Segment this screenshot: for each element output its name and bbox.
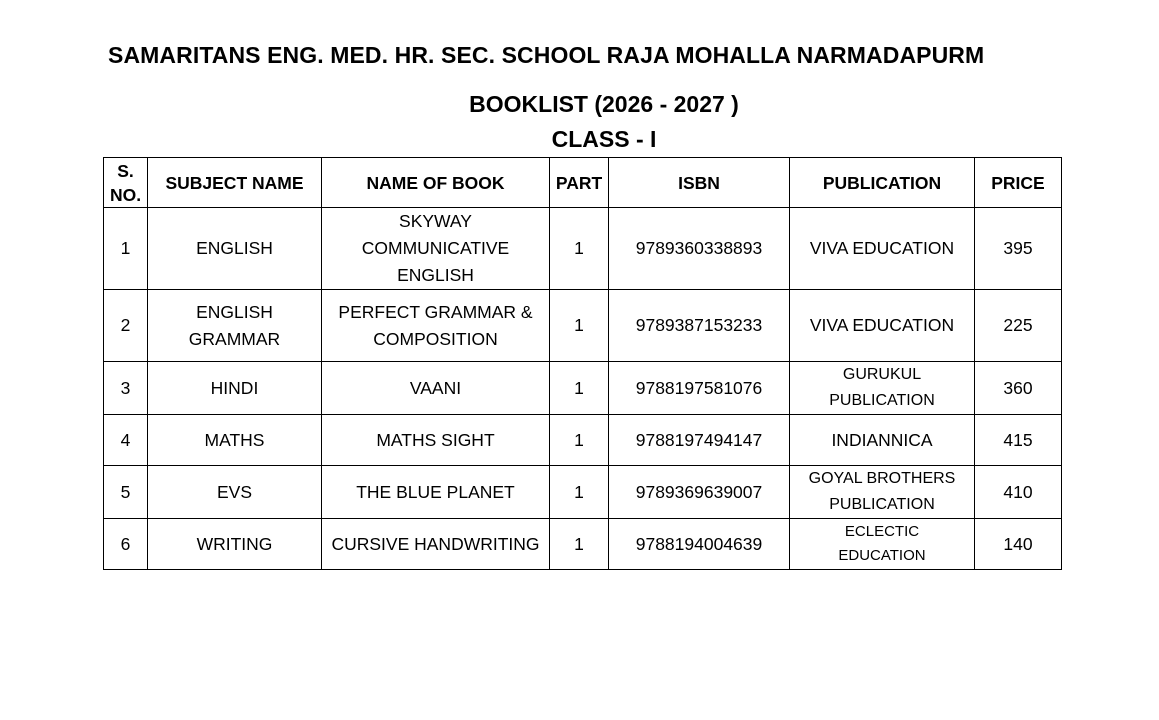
cell-publication <box>790 466 975 519</box>
cell-price: 395 <box>975 208 1062 290</box>
booklist-title: BOOKLIST (2026 - 2027 ) <box>469 91 739 117</box>
table-row <box>104 415 1062 466</box>
cell-line: EVS <box>216 481 253 502</box>
cell-publication <box>790 290 975 362</box>
cell-publication <box>790 519 975 570</box>
cell-subject <box>148 466 322 519</box>
cell-isbn: 9788194004639 <box>609 519 790 570</box>
column-header-part: PART <box>550 158 609 208</box>
cell-part: 1 <box>550 362 609 415</box>
cell-part: 1 <box>550 519 609 570</box>
cell-line: VAANI <box>409 377 462 398</box>
cell-part: 1 <box>550 466 609 519</box>
cell-sno: 4 <box>104 415 148 466</box>
cell-subject <box>148 519 322 570</box>
cell-subject <box>148 362 322 415</box>
cell-line: VIVA EDUCATION <box>809 315 955 335</box>
cell-line: MATHS <box>204 429 265 450</box>
cell-line: GOYAL BROTHERS <box>808 470 956 487</box>
cell-part: 1 <box>550 415 609 466</box>
cell-book <box>322 208 550 290</box>
cell-book <box>322 362 550 415</box>
table-row <box>104 519 1062 570</box>
column-header-sno <box>104 158 148 208</box>
column-header-isbn: ISBN <box>609 158 790 208</box>
cell-line: CURSIVE HANDWRITING <box>331 533 540 554</box>
cell-line: HINDI <box>210 377 259 398</box>
cell-publication <box>790 415 975 466</box>
cell-sno: 3 <box>104 362 148 415</box>
cell-book <box>322 519 550 570</box>
cell-sno: 2 <box>104 290 148 362</box>
cell-line: ENGLISH <box>196 238 273 258</box>
cell-line: INDIANNICA <box>831 429 933 450</box>
cell-line: COMMUNICATIVE <box>361 238 510 258</box>
cell-isbn: 9788197581076 <box>609 362 790 415</box>
cell-book <box>322 466 550 519</box>
cell-line: ECLECTIC <box>844 523 920 540</box>
cell-sno: 1 <box>104 208 148 290</box>
column-header-publication: PUBLICATION <box>790 158 975 208</box>
school-name: SAMARITANS ENG. MED. HR. SEC. SCHOOL RAJA MOHALLA NARMADAPURM <box>108 42 985 68</box>
column-header-price: PRICE <box>975 158 1062 208</box>
cell-price: 410 <box>975 466 1062 519</box>
table-row <box>104 208 1062 290</box>
booklist-table <box>103 157 1062 570</box>
cell-publication <box>790 208 975 290</box>
class-title: CLASS - I <box>551 126 657 152</box>
cell-line: MATHS SIGHT <box>376 429 495 450</box>
table-header-row <box>104 158 1062 208</box>
cell-isbn: 9789360338893 <box>609 208 790 290</box>
cell-subject <box>148 208 322 290</box>
table-row <box>104 362 1062 415</box>
cell-price: 225 <box>975 290 1062 362</box>
cell-book <box>322 290 550 362</box>
cell-line: ENGLISH <box>196 301 273 322</box>
cell-sno: 6 <box>104 519 148 570</box>
sno-header-line: NO. <box>109 184 142 205</box>
cell-part: 1 <box>550 208 609 290</box>
cell-line: PUBLICATION <box>829 496 935 513</box>
cell-line: PERFECT GRAMMAR & <box>338 301 533 322</box>
table-row <box>104 290 1062 362</box>
column-header-subject: SUBJECT NAME <box>148 158 322 208</box>
cell-price: 360 <box>975 362 1062 415</box>
cell-line: VIVA EDUCATION <box>809 238 955 258</box>
cell-isbn: 9789387153233 <box>609 290 790 362</box>
cell-line: EDUCATION <box>838 547 926 564</box>
cell-line: THE BLUE PLANET <box>356 481 515 502</box>
cell-price: 415 <box>975 415 1062 466</box>
cell-sno: 5 <box>104 466 148 519</box>
cell-line: GURUKUL <box>842 366 922 383</box>
cell-isbn: 9788197494147 <box>609 415 790 466</box>
cell-subject <box>148 290 322 362</box>
cell-book <box>322 415 550 466</box>
cell-line: COMPOSITION <box>373 328 498 349</box>
cell-subject <box>148 415 322 466</box>
cell-price: 140 <box>975 519 1062 570</box>
cell-line: GRAMMAR <box>188 328 281 349</box>
column-header-book: NAME OF BOOK <box>322 158 550 208</box>
cell-line: WRITING <box>196 533 273 554</box>
sno-header-line: S. <box>117 160 134 181</box>
cell-isbn: 9789369639007 <box>609 466 790 519</box>
cell-part: 1 <box>550 290 609 362</box>
cell-line: SKYWAY <box>399 211 472 231</box>
table-row <box>104 466 1062 519</box>
cell-publication <box>790 362 975 415</box>
cell-line: ENGLISH <box>397 265 474 285</box>
cell-line: PUBLICATION <box>829 392 935 409</box>
